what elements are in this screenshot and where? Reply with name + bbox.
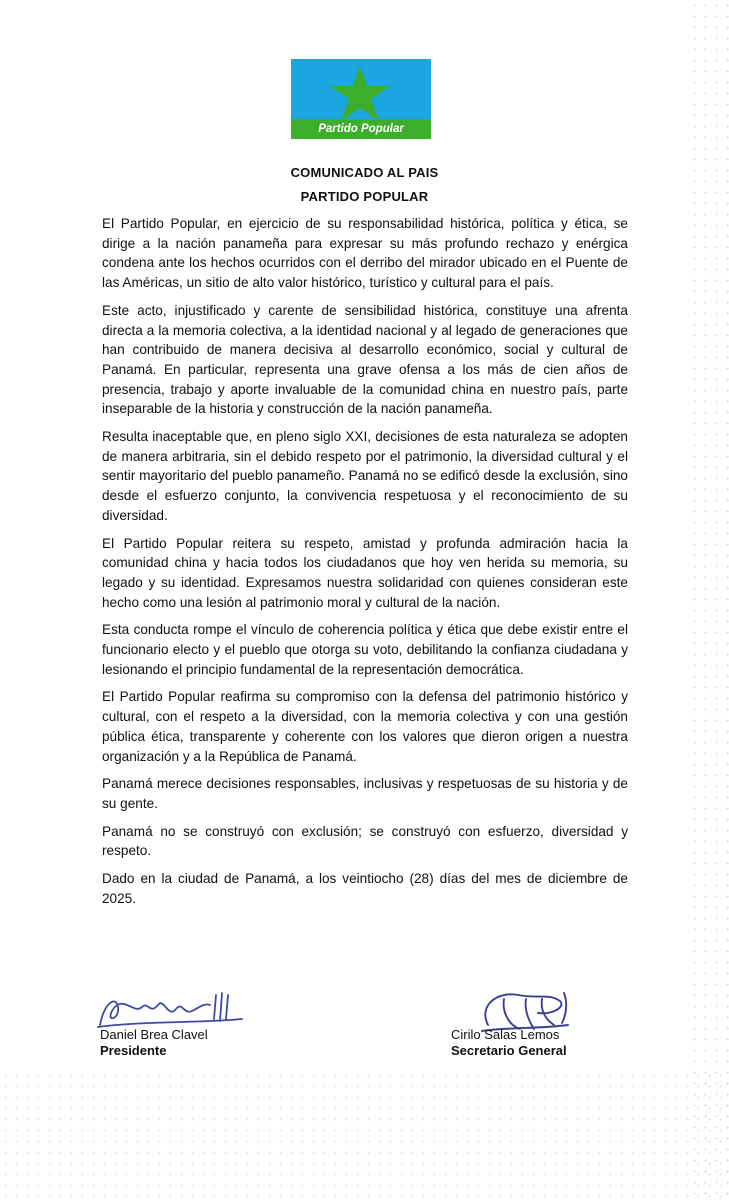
logo-text: Partido Popular	[291, 119, 431, 139]
signatory-name: Daniel Brea Clavel	[100, 1027, 208, 1042]
signatory-name: Cirilo Salas Lemos	[451, 1027, 560, 1042]
paragraph: Panamá merece decisiones responsables, inclusivas y respetuosas de su historia y de su gente.	[102, 776, 628, 811]
paragraph: Esta conducta rompe el vínculo de coherencia política y ética que debe existir entre el funcionario electo y el pueblo que otorga su voto, debilitando la confianza ciudadana y lesionando el principio fundamental de la representación democrática.	[102, 622, 628, 677]
paragraph: Panamá no se construyó con exclusión; se construyó con esfuerzo, diversidad y respeto.	[102, 823, 628, 859]
paragraph: El Partido Popular reitera su respeto, amistad y profunda admiración hacia la comunidad china y hacia todos los ciudadanos que hoy ven herida su memoria, su legado y su identidad. Expresamos nuestra solidaridad con quienes consideran este hecho como una lesión al patrimonio moral y cultural de la nación.	[102, 535, 628, 610]
star-icon	[327, 64, 393, 124]
scan-dots-bottom	[0, 1070, 729, 1200]
statement-body	[102, 214, 628, 917]
page-subtitle: PARTIDO POPULAR	[300, 189, 429, 204]
signature-scribble-left	[92, 985, 252, 1033]
scan-dots-right	[689, 0, 729, 1200]
paragraph: El Partido Popular, en ejercicio de su responsabilidad histórica, política y ética, se dirige a la nación panameña para expresar su más profundo rechazo y enérgica condena ante los hechos ocurridos con el derribo del mirador ubicado en el Puente de las Américas, un sitio de alto valor histórico, turístico y cultural para el país.	[102, 216, 628, 291]
closing-date: Dado en la ciudad de Panamá, a los veintiocho (28) días del mes de diciembre de 2025.	[102, 871, 628, 906]
paragraph: El Partido Popular reafirma su compromiso con la defensa del patrimonio histórico y cultural, con el respeto a la diversidad, con la memoria colectiva y con una gestión pública ética, transparente y coherente con los valores que dieron origen a nuestra organización y a la República de Panamá.	[102, 689, 628, 764]
paragraph: Este acto, injustificado y carente de sensibilidad histórica, constituye una afrenta directa a la memoria colectiva, a la identidad nacional y al legado de generaciones que han contribuido de manera decisiva al desarrollo económico, social y cultural de Panamá. En particular, representa una grave ofensa a los más de cien años de presencia, trabajo y aporte invaluable de la comunidad china en nuestro país, parte inseparable de la historia y construcción de la nación panameña.	[102, 302, 628, 417]
paragraph: Resulta inaceptable que, en pleno siglo XXI, decisiones de esta naturaleza se adopten de manera arbitraria, sin el debido respeto por el patrimonio, la diversidad cultural y el sentir mayoritario del pueblo panameño. Panamá no se edificó desde la exclusión, sino desde el esfuerzo conjunto, la convivencia respetuosa y el reconocimiento de su diversidad.	[102, 429, 628, 523]
page-title: COMUNICADO AL PAIS	[290, 165, 439, 180]
signatory-role: Secretario General	[451, 1043, 567, 1058]
party-logo	[291, 59, 431, 139]
signatory-role: Presidente	[100, 1043, 167, 1058]
signature-block-president	[100, 1027, 208, 1059]
signature-block-secretary	[451, 1027, 567, 1059]
